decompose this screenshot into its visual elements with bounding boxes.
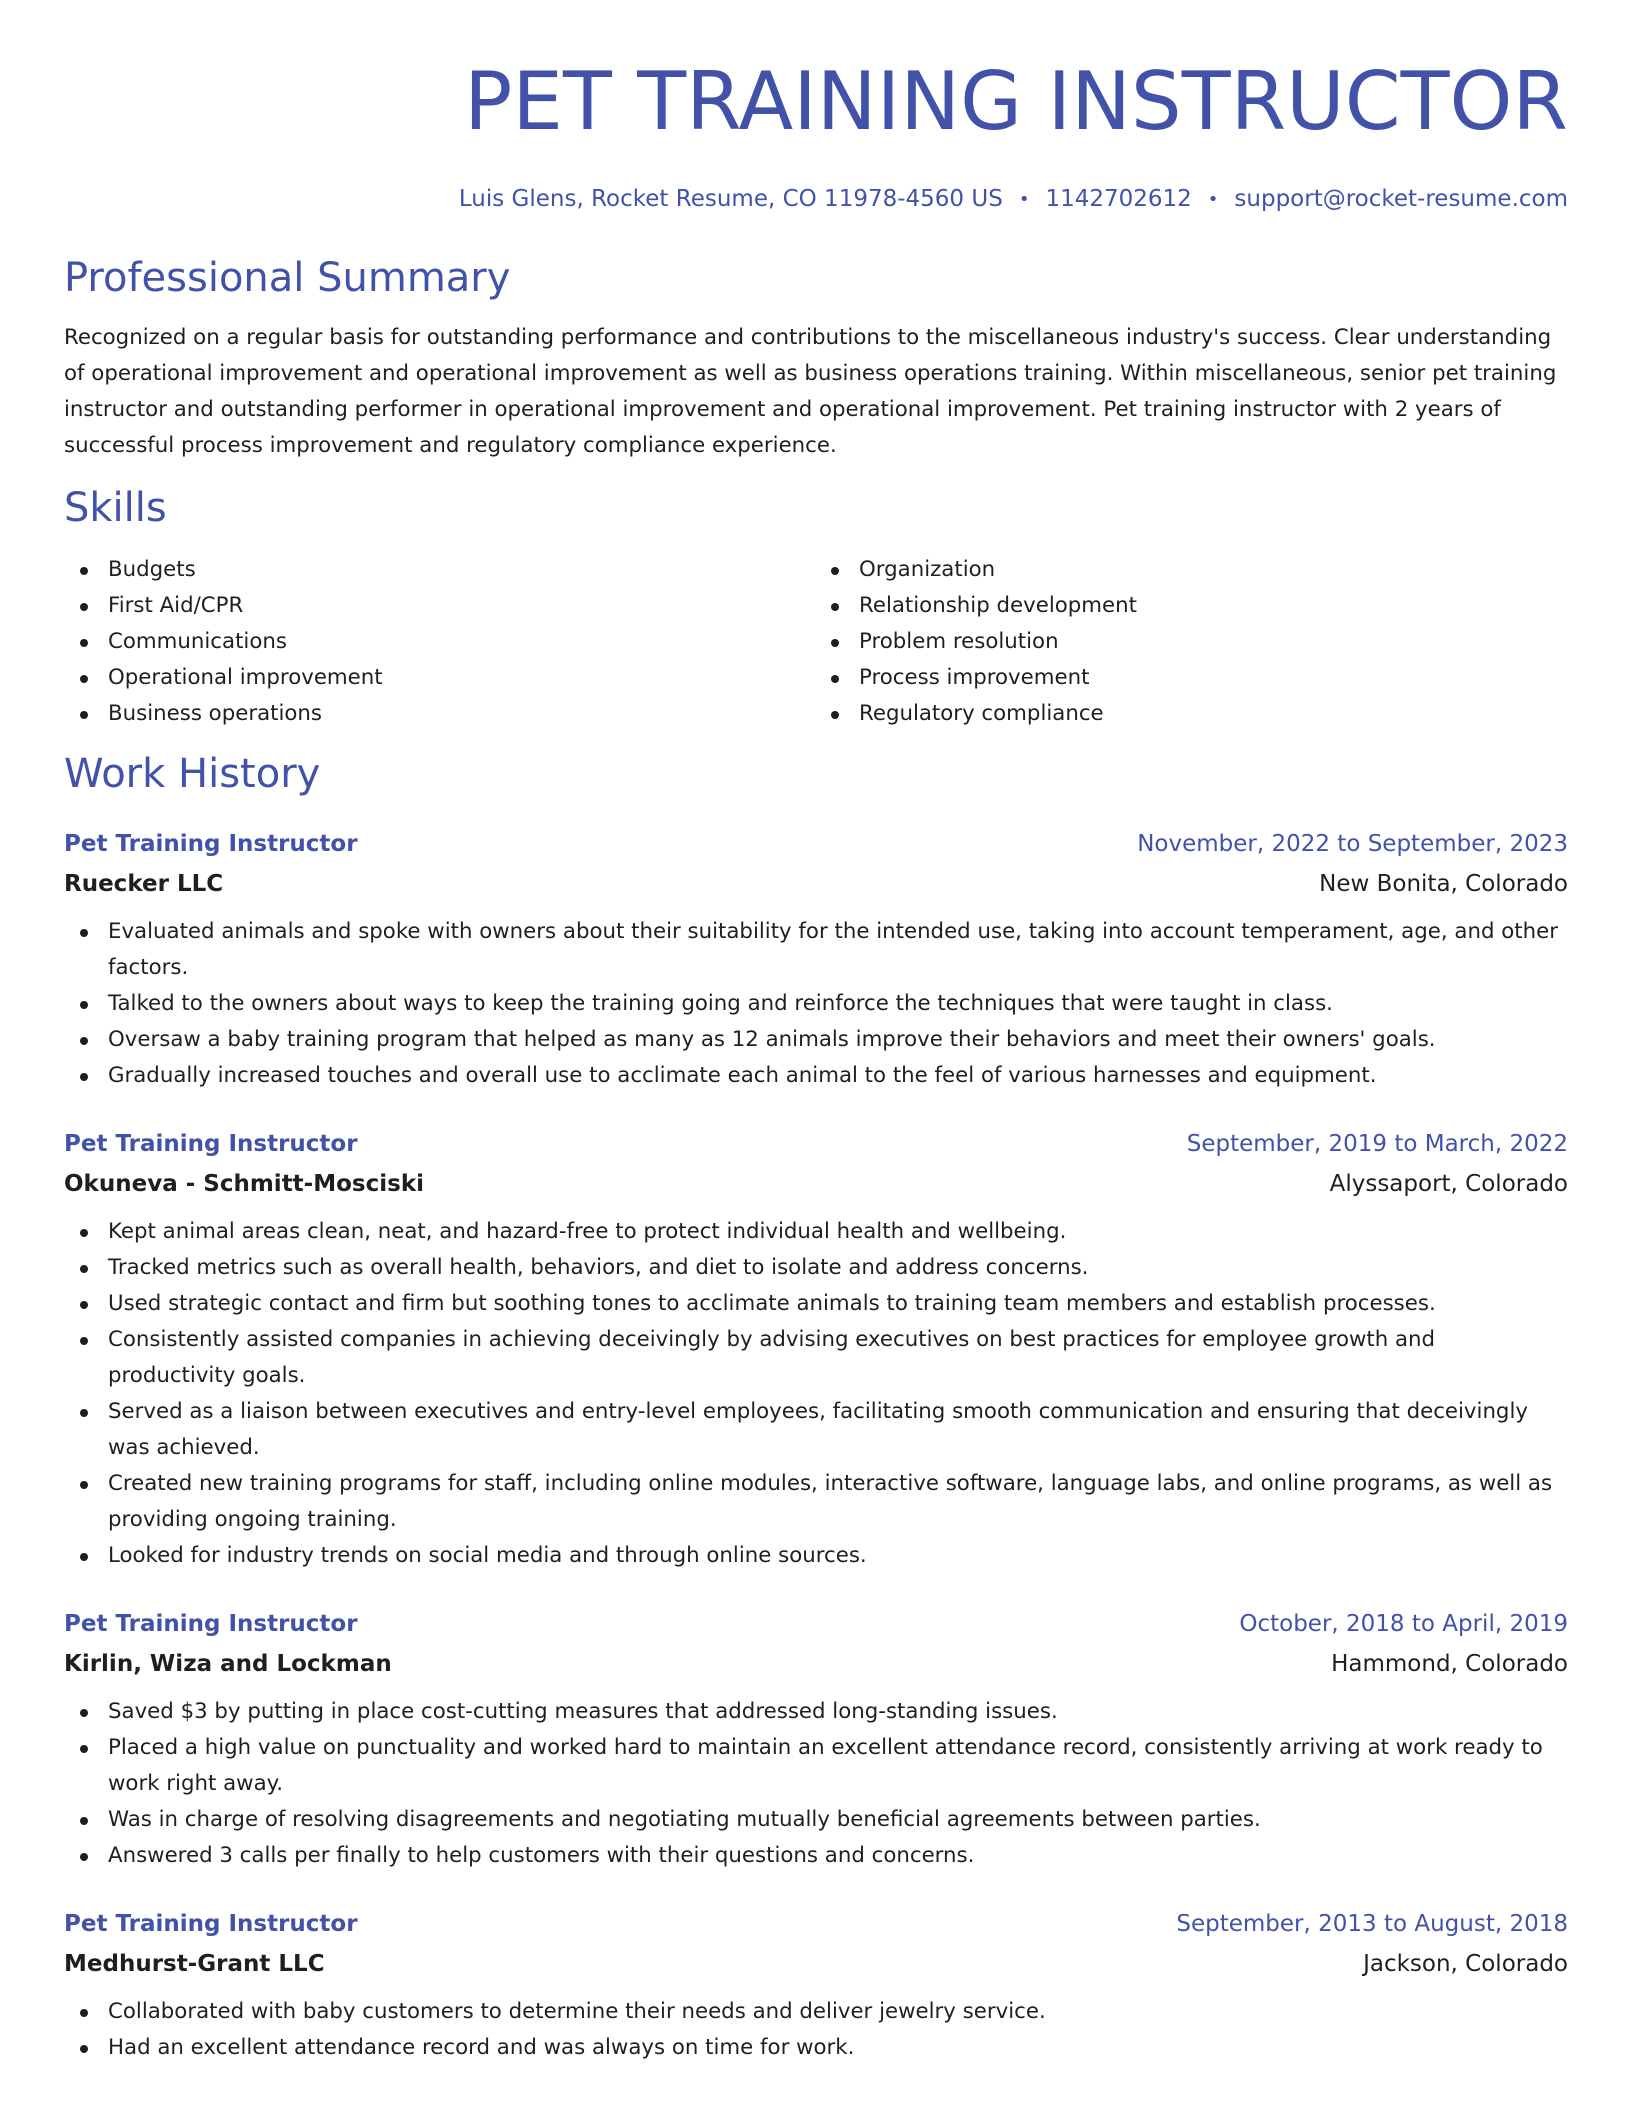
skill-item: Regulatory compliance — [816, 696, 1568, 732]
job-bullets — [64, 1694, 1568, 1874]
job-bullet: Answered 3 calls per finally to help customers with their questions and concerns. — [64, 1838, 1568, 1874]
job-bullets — [64, 1994, 1568, 2066]
contact-email: support@rocket-resume.com — [1234, 186, 1568, 212]
skill-item: First Aid/CPR — [64, 588, 816, 624]
job-dates: September, 2019 to March, 2022 — [1186, 1131, 1568, 1157]
section-title-skills: Skills — [64, 485, 167, 531]
job-dates: September, 2013 to August, 2018 — [1176, 1911, 1568, 1937]
job-title: Pet Training Instructor — [64, 1611, 358, 1637]
contact-separator: • — [1018, 188, 1030, 210]
job-bullet: Consistently assisted companies in achieving deceivingly by advising executives on best practices for employee growth and productivity goals. — [64, 1322, 1568, 1394]
skill-item: Operational improvement — [64, 660, 816, 696]
section-title-work-history: Work History — [64, 751, 321, 797]
job-title: Pet Training Instructor — [64, 1911, 358, 1937]
job-title: Pet Training Instructor — [64, 1131, 358, 1157]
skill-item: Relationship development — [816, 588, 1568, 624]
skill-item: Organization — [816, 552, 1568, 588]
job-bullets — [64, 1214, 1568, 1574]
job-bullet: Saved $3 by putting in place cost-cutting measures that addressed long-standing issues. — [64, 1694, 1568, 1730]
job-bullets — [64, 914, 1568, 1094]
skill-item: Communications — [64, 624, 816, 660]
skill-item: Problem resolution — [816, 624, 1568, 660]
job-entry — [64, 1904, 1568, 2066]
job-bullet: Kept animal areas clean, neat, and hazard-free to protect individual health and wellbeing. — [64, 1214, 1568, 1250]
contact-line — [64, 186, 1568, 212]
job-entry — [64, 824, 1568, 1094]
skills-list — [64, 552, 1568, 732]
job-bullet: Gradually increased touches and overall use to acclimate each animal to the feel of various harnesses and equipment. — [64, 1058, 1568, 1094]
job-location: Hammond, Colorado — [1331, 1651, 1568, 1677]
job-bullet: Placed a high value on punctuality and worked hard to maintain an excellent attendance record, consistently arriving at work ready to work right away. — [64, 1730, 1568, 1802]
job-company: Kirlin, Wiza and Lockman — [64, 1651, 392, 1677]
skill-item: Process improvement — [816, 660, 1568, 696]
job-entry — [64, 1124, 1568, 1574]
resume-name: PET TRAINING INSTRUCTOR — [464, 55, 1568, 148]
contact-separator: • — [1207, 188, 1219, 210]
job-bullet: Created new training programs for staff, including online modules, interactive software, language labs, and online programs, as well as providing ongoing training. — [64, 1466, 1568, 1538]
section-title-summary: Professional Summary — [64, 255, 511, 301]
job-bullet: Collaborated with baby customers to determine their needs and deliver jewelry service. — [64, 1994, 1568, 2030]
skills-column-right — [816, 552, 1568, 732]
job-bullet: Talked to the owners about ways to keep the training going and reinforce the techniques that were taught in class. — [64, 986, 1568, 1022]
job-bullet: Was in charge of resolving disagreements and negotiating mutually beneficial agreements between parties. — [64, 1802, 1568, 1838]
job-entry — [64, 1604, 1568, 1874]
job-bullet: Evaluated animals and spoke with owners about their suitability for the intended use, taking into account temperament, age, and other factors. — [64, 914, 1568, 986]
job-location: Jackson, Colorado — [1363, 1951, 1568, 1977]
job-company: Okuneva - Schmitt-Mosciski — [64, 1171, 424, 1197]
job-location: New Bonita, Colorado — [1319, 871, 1568, 897]
contact-phone: 1142702612 — [1045, 186, 1192, 212]
job-bullet: Looked for industry trends on social media and through online sources. — [64, 1538, 1568, 1574]
job-bullet: Tracked metrics such as overall health, behaviors, and diet to isolate and address concerns. — [64, 1250, 1568, 1286]
skills-column-left — [64, 552, 816, 732]
job-dates: October, 2018 to April, 2019 — [1239, 1611, 1568, 1637]
job-location: Alyssaport, Colorado — [1329, 1171, 1568, 1197]
skill-item: Business operations — [64, 696, 816, 732]
contact-address: Luis Glens, Rocket Resume, CO 11978-4560 US — [458, 186, 1003, 212]
job-company: Medhurst-Grant LLC — [64, 1951, 325, 1977]
job-title: Pet Training Instructor — [64, 831, 358, 857]
job-bullet: Served as a liaison between executives and entry-level employees, facilitating smooth communication and ensuring that deceivingly was achieved. — [64, 1394, 1568, 1466]
job-bullet: Oversaw a baby training program that helped as many as 12 animals improve their behaviors and meet their owners' goals. — [64, 1022, 1568, 1058]
skill-item: Budgets — [64, 552, 816, 588]
job-company: Ruecker LLC — [64, 871, 224, 897]
job-bullet: Used strategic contact and firm but soothing tones to acclimate animals to training team members and establish processes. — [64, 1286, 1568, 1322]
job-dates: November, 2022 to September, 2023 — [1137, 831, 1568, 857]
summary-text: Recognized on a regular basis for outstanding performance and contributions to the miscellaneous industry's success. Clear understanding of operational improvement and operational improvement as well as business operations training. Within miscellaneous, senior pet training instructor and outstanding performer in operational improvement and operational improvement. Pet training instructor with 2 years of successful process improvement and regulatory compliance experience. — [64, 325, 1557, 458]
job-bullet: Had an excellent attendance record and was always on time for work. — [64, 2030, 1568, 2066]
